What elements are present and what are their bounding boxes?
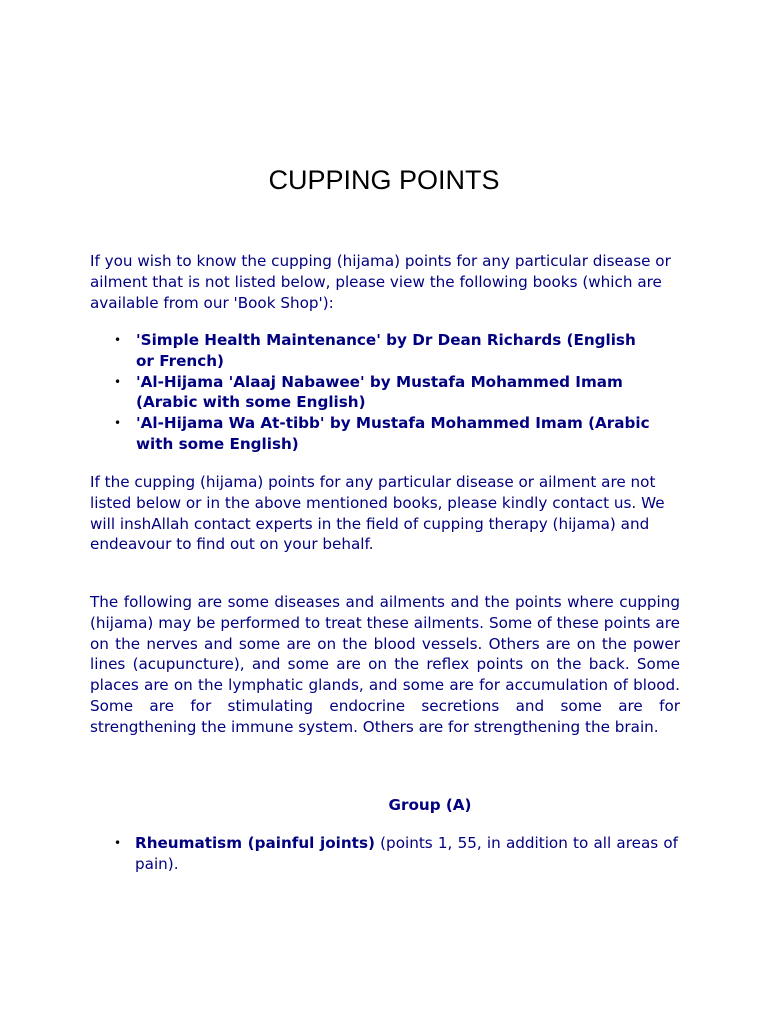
bullet-icon: • <box>114 333 122 347</box>
ailment-item <box>90 833 678 875</box>
bullet-icon: • <box>114 836 122 850</box>
book-title: 'Al-Hijama 'Alaaj Nabawee' by Mustafa Mohammed Imam (Arabic with some English) <box>136 372 623 412</box>
bullet-icon: • <box>114 416 122 431</box>
ailments-intro-paragraph: The following are some diseases and ailments and the points where cupping (hijama) may be performed to treat these ailments. Some of these points are on the nerves and some are on the blood vessels. Others are on the power lines (acupuncture), and some are on the reflex points on the back. Some places are on the lymphatic glands, and some are for accumulation of blood. Some are for stimulating endocrine secretions and some are for strengthening the immune system. Others are for strengthening the brain. <box>90 593 680 736</box>
group-heading: Group (A) <box>388 796 472 814</box>
ailment-name: Rheumatism (painful joints) <box>135 834 375 852</box>
book-list <box>90 330 650 455</box>
book-item <box>90 372 650 414</box>
book-title: 'Al-Hijama Wa At-tibb' by Mustafa Mohammed Imam (Arabic with some English) <box>136 414 650 453</box>
ailment-list <box>90 833 678 875</box>
book-item <box>90 330 650 372</box>
book-item <box>90 413 650 455</box>
intro-paragraph: If you wish to know the cupping (hijama) points for any particular disease or ailment that is not listed below, please view the following books (which are available from our 'Book Shop'): <box>90 252 671 312</box>
page-title: CUPPING POINTS <box>268 165 500 195</box>
book-title: 'Simple Health Maintenance' by Dr Dean Richards (English or French) <box>136 331 636 370</box>
bullet-icon: • <box>114 374 122 389</box>
ailment-points: (points 1, 55, in addition to all areas of pain). <box>135 834 679 873</box>
contact-paragraph: If the cupping (hijama) points for any particular disease or ailment are not listed below or in the above mentioned books, please kindly contact us. We will inshAllah contact experts in the field of cupping therapy (hijama) and endeavour to find out on your behalf. <box>90 473 665 554</box>
